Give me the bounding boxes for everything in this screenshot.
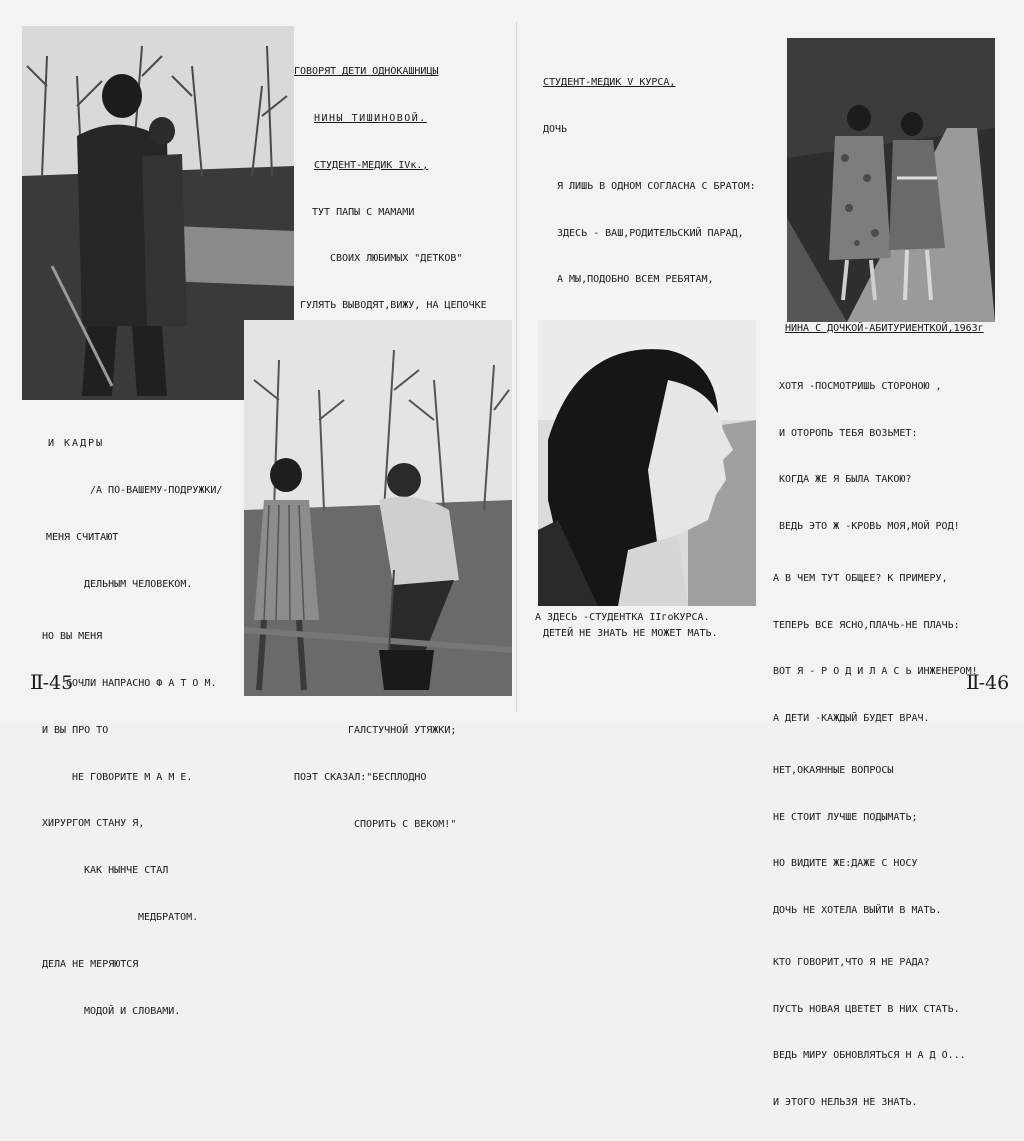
page-number-right: [966, 670, 1009, 694]
caption-mother-daughter: НИНА С ДОЧКОЙ-АБИТУРИЕНТКОЙ,1963г: [785, 323, 984, 334]
poem-line: ДЕТЕЙ НЕ ЗНАТЬ НЕ МОЖЕТ МАТЬ.: [543, 627, 718, 639]
poem-line: ПУСТЬ НОВАЯ ЦВЕТЕТ В НИХ СТАТЬ.: [773, 1003, 960, 1015]
poem-line: ТУТ ПАПЫ С МАМАМИ: [312, 206, 415, 218]
poem-line: ГАЛСТУЧНОЙ УТЯЖКИ;: [348, 725, 457, 737]
poem-line: НЕ СТОИТ ЛУЧШЕ ПОДЫМАТЬ;: [773, 811, 918, 823]
poem-line: МЕДБРАТОМ.: [138, 912, 199, 923]
poem-line: КТО ГОВОРИТ,ЧТО Я НЕ РАДА?: [773, 957, 930, 968]
poem-line: И ЭТОГО НЕЛЬЗЯ НЕ ЗНАТЬ.: [773, 1096, 918, 1108]
poem-mother-reflects: [773, 348, 978, 1141]
poem-line: ДЕЛА НЕ МЕРЯЮТСЯ: [42, 958, 139, 970]
poem-line: ХОТЯ -ПОСМОТРИШЬ СТОРОНОЮ ,: [779, 381, 942, 392]
page-number-left: [30, 670, 73, 694]
poem-line: КАК НЫНЧЕ СТАЛ: [84, 865, 169, 877]
poem-line: СВОИХ ЛЮБИМЫХ "ДЕТКОВ": [330, 253, 463, 265]
page-number-digits: -45: [42, 672, 74, 694]
poem-line: СТУДЕНТ-МЕДИК V КУРСА,: [543, 77, 676, 89]
page-number-roman: Ⅱ: [30, 670, 43, 694]
poem-line: ДЕЛЬНЫМ ЧЕЛОВЕКОМ.: [84, 578, 193, 590]
poem-line: СОЧЛИ НАПРАСНО Ф А Т О М.: [66, 678, 217, 690]
poem-line: МОДОЙ И СЛОВАМИ.: [84, 1005, 181, 1017]
poem-son-continues: [42, 405, 222, 1050]
poem-line: ВОТ Я - Р О Д И Л А С Ь ИНЖЕНЕРОМ!: [773, 666, 978, 677]
poem-line: МЕНЯ СЧИТАЮТ: [46, 531, 119, 543]
page-number-digits: -46: [978, 672, 1010, 694]
poem-line: НЕ ГОВОРИТЕ М А М Е.: [72, 771, 193, 783]
page-spine-divider: [516, 22, 517, 712]
poem-line: ВЕДЬ ЭТО Ж -КРОВЬ МОЯ,МОЙ РОД!: [779, 520, 960, 532]
poem-line: /А ПО-ВАШЕМУ-ПОДРУЖКИ/: [90, 484, 223, 496]
page-number-roman: Ⅱ: [966, 670, 979, 694]
poem-line: И ВЫ ПРО ТО: [42, 724, 109, 736]
poem-line: ГОВОРЯТ ДЕТИ ОДНОКАШНИЦЫ: [294, 66, 439, 78]
poem-line: НО ВИДИТЕ ЖЕ:ДАЖЕ С НОСУ: [773, 858, 918, 869]
poem-line: НЕТ,ОКАЯННЫЕ ВОПРОСЫ: [773, 765, 894, 776]
poem-line: ЗДЕСЬ - ВАШ,РОДИТЕЛЬСКИЙ ПАРАД,: [557, 227, 744, 239]
photo-campfire-couple: [244, 320, 512, 696]
poem-line: ХИРУРГОМ СТАНУ Я,: [42, 818, 145, 830]
poem-line: А В ЧЕМ ТУТ ОБЩЕЕ? К ПРИМЕРУ,: [773, 573, 948, 584]
poem-line: КОГДА ЖЕ Я БЫЛА ТАКОЮ?: [779, 474, 912, 485]
poem-line: СПОРИТЬ С ВЕКОМ!": [354, 818, 457, 830]
poem-line: СТУДЕНТ-МЕДИК IVк.,: [314, 159, 429, 171]
poem-line: ПОЭТ СКАЗАЛ:"БЕСПЛОДНО: [294, 771, 427, 783]
poem-line: ВЕДЬ МИРУ ОБНОВЛЯТЬСЯ Н А Д О...: [773, 1050, 966, 1061]
poem-line: ДОЧЬ НЕ ХОТЕЛА ВЫЙТИ В МАТЬ.: [773, 904, 942, 916]
caption-student: А ЗДЕСЬ -СТУДЕНТКА IIгоКУРСА.: [535, 612, 710, 623]
poem-line: ГУЛЯТЬ ВЫВОДЯТ,ВИЖУ, НА ЦЕПОЧКЕ: [300, 300, 487, 312]
poem-line: А ДЕТИ -КАЖДЫЙ БУДЕТ ВРАЧ.: [773, 712, 930, 724]
photo-portrait-woman: [538, 320, 756, 606]
poem-line: Я ЛИШЬ В ОДНОМ СОГЛАСНА С БРАТОМ:: [557, 180, 756, 192]
poem-line: ТЕПЕРЬ ВСЕ ЯСНО,ПЛАЧЬ-НЕ ПЛАЧЬ:: [773, 619, 960, 631]
poem-line: И КАДРЫ: [48, 438, 105, 450]
poem-line: И ОТОРОПЬ ТЕБЯ ВОЗЬМЕТ:: [779, 427, 918, 439]
photo-mother-daughter: [787, 38, 995, 322]
poem-line: НИНЫ ТИШИНОВОЙ.: [314, 112, 427, 124]
poem-line: ДОЧЬ: [543, 123, 568, 135]
poem-line: А МЫ,ПОДОБНО ВСЕМ РЕБЯТАМ,: [557, 274, 714, 286]
poem-line: НО ВЫ МЕНЯ: [42, 631, 103, 643]
